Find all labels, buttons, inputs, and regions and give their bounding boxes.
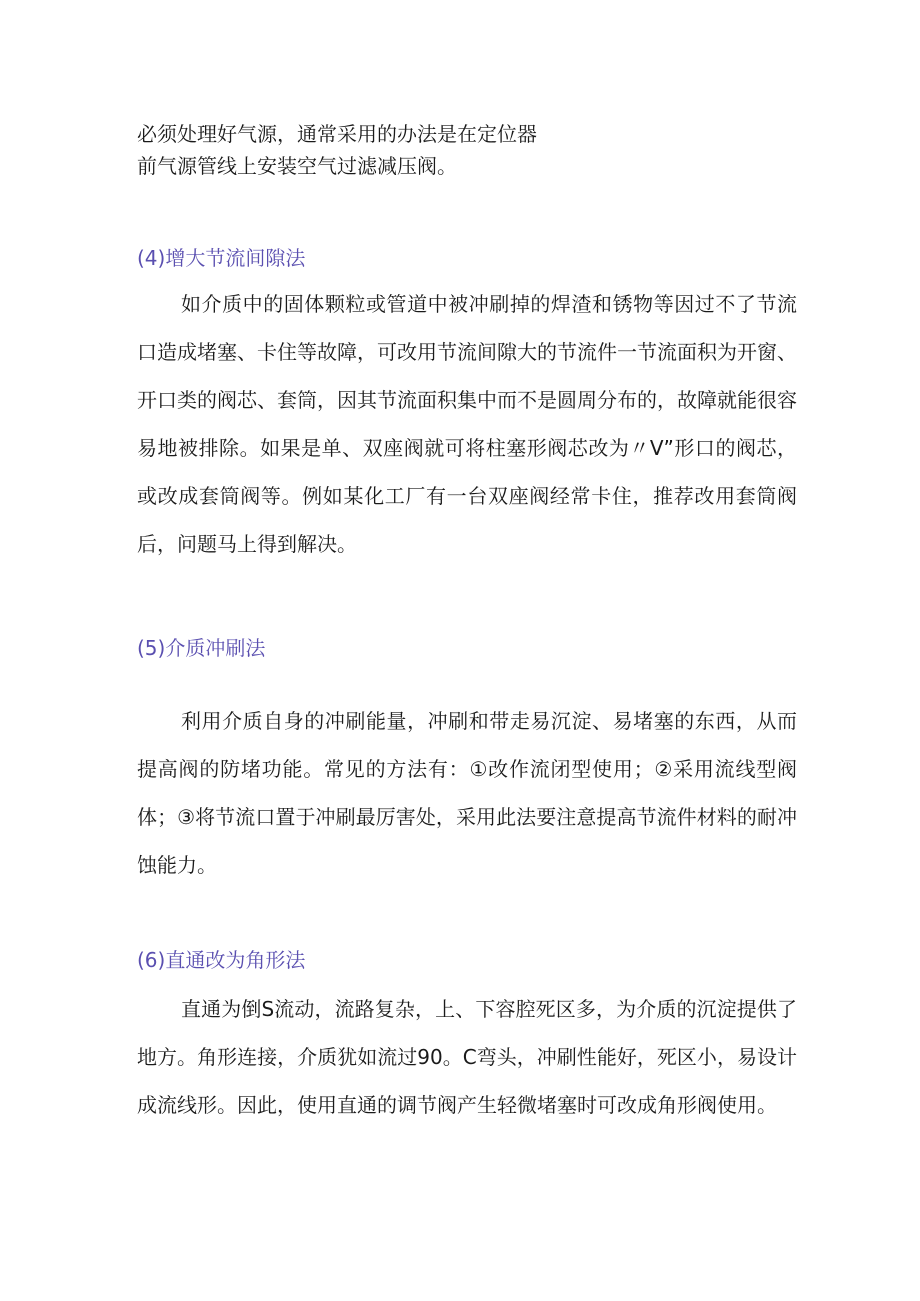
intro-paragraph <box>137 118 787 182</box>
section-heading-5: (5)介质冲刷法 <box>137 636 266 660</box>
intro-line-2: 前气源管线上安装空气过滤减压阀。 <box>137 154 457 178</box>
section-heading-6: (6)直通改为角形法 <box>137 948 306 972</box>
intro-line-1: 必须处理好气源，通常采用的办法是在定位器 <box>137 122 537 146</box>
section-heading-4: (4)增大节流间隙法 <box>137 246 306 270</box>
section-body-6: 直通为倒S流动，流路复杂，上、下容腔死区多，为介质的沉淀提供了地方。角形连接，介质犹如流过90。C弯头，冲刷性能好，死区小，易设计成流线形。因此，使用直通的调节阀产生轻微堵塞时可改成角形阀使用。 <box>137 997 797 1117</box>
section-body-4: 如介质中的固体颗粒或管道中被冲刷掉的焊渣和锈物等因过不了节流口造成堵塞、卡住等故障，可改用节流间隙大的节流件一节流面积为开窗、开口类的阀芯、套筒，因其节流面积集中而不是圆周分布的，故障就能很容易地被排除。如果是单、双座阀就可将柱塞形阀芯改为〃V”形口的阀芯，或改成套筒阀等。例如某化工厂有一台双座阀经常卡住，推荐改用套筒阀后，问题马上得到解决。 <box>137 292 797 556</box>
section-body-5: 利用介质自身的冲刷能量，冲刷和带走易沉淀、易堵塞的东西，从而提高阀的防堵功能。常见的方法有：①改作流闭型使用；②采用流线型阀体；③将节流口置于冲刷最厉害处，采用此法要注意提高节流件材料的耐冲蚀能力。 <box>137 709 797 877</box>
